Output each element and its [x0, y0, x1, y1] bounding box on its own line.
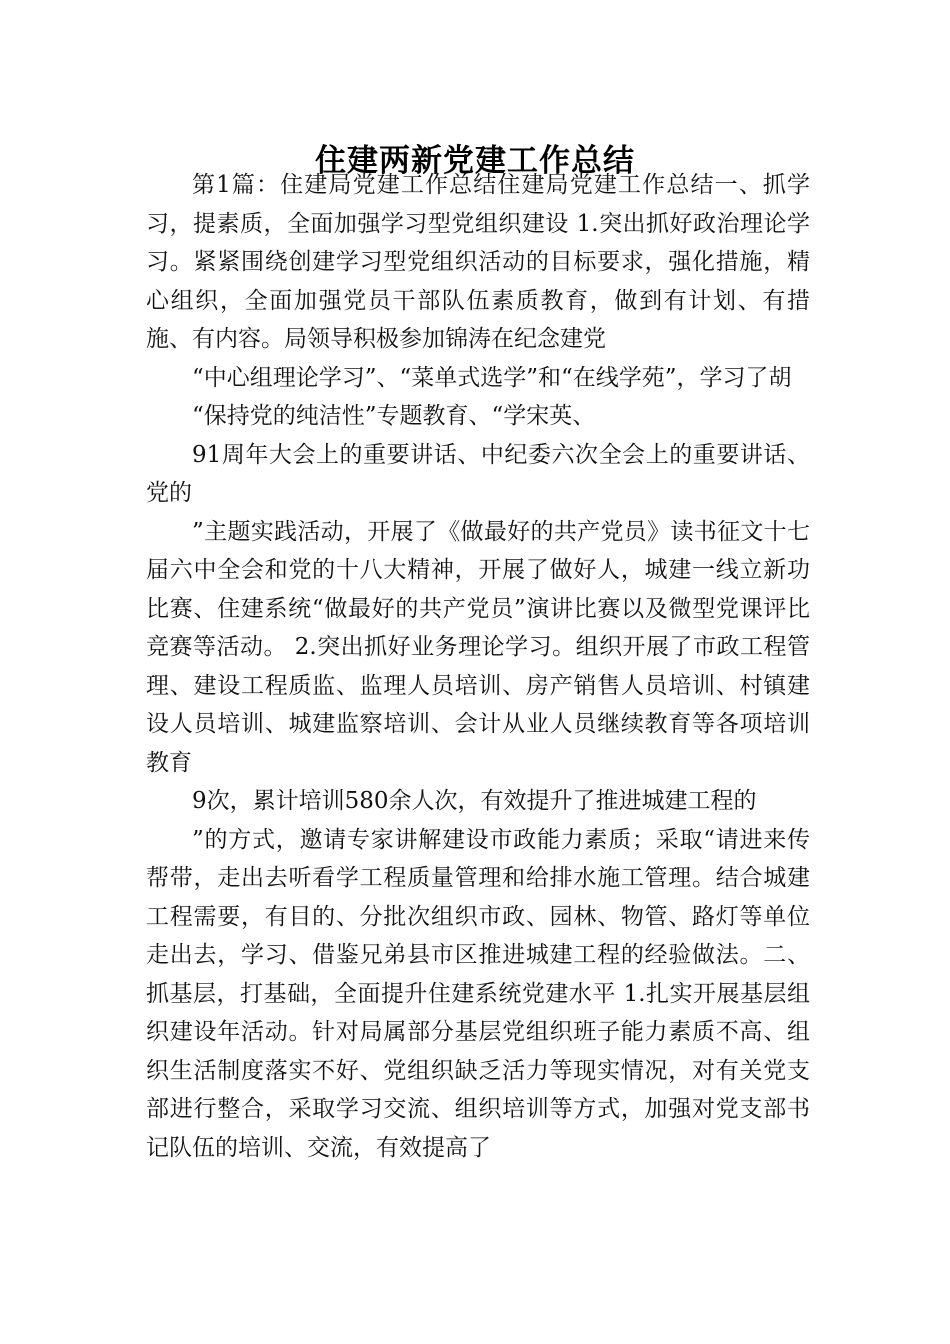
paragraph-5: ”主题实践活动，开展了《做最好的共产党员》读书征文十七届六中全会和党的十八大精神，开展了做好人，城建一线立新功比赛、住建系统“做最好的共产党员”演讲比赛以及微型党课评比竞赛等活动。 2.突出抓好业务理论学习。组织开展了市政工程管理、建设工程质监、监理人员培训、房产销售人员培训、村镇建设人员培训、城建监察培训、会计从业人员继续教育等各项培训教育: [146, 518, 810, 776]
paragraph-3: “保持党的纯洁性”专题教育、“学宋英、: [192, 403, 596, 429]
paragraph-7: ”的方式，邀请专家讲解建设市政能力素质；采取“请进来传帮带，走出去听看学工程质量管理和给排水施工管理。结合城建工程需要，有目的、分批次组织市政、园林、物管、路灯等单位走出去，学习、借鉴兄弟县市区推进城建工程的经验做法。二、抓基层，打基础，全面提升住建系统党建水平 1.扎实开展基层组织建设年活动。针对局属部分基层党组织班子能力素质不高、组织生活制度落实不好、党组织缺乏活力等现实情况，对有关党支部进行整合，采取学习交流、组织培训等方式，加强对党支部书记队伍的培训、交流，有效提高了: [146, 826, 810, 1161]
paragraph-6: 9次，累计培训580余人次，有效提升了推进城建工程的: [192, 788, 757, 814]
document-body: [146, 166, 810, 1167]
document-title: 住建两新党建工作总结: [315, 142, 635, 179]
paragraph-1: 第1篇：住建局党建工作总结住建局党建工作总结一、抓学习，提素质，全面加强学习型党组织建设 1.突出抓好政治理论学习。紧紧围绕创建学习型党组织活动的目标要求，强化措施，精心组织，全面加强党员干部队伍素质教育，做到有计划、有措施、有内容。局领导积极参加锦涛在纪念建党: [146, 172, 810, 352]
paragraph-2: “中心组理论学习”、“菜单式选学”和“在线学苑”，学习了胡: [192, 364, 792, 391]
paragraph-4: 91周年大会上的重要讲话、中纪委六次全会上的重要讲话、党的: [146, 441, 810, 506]
